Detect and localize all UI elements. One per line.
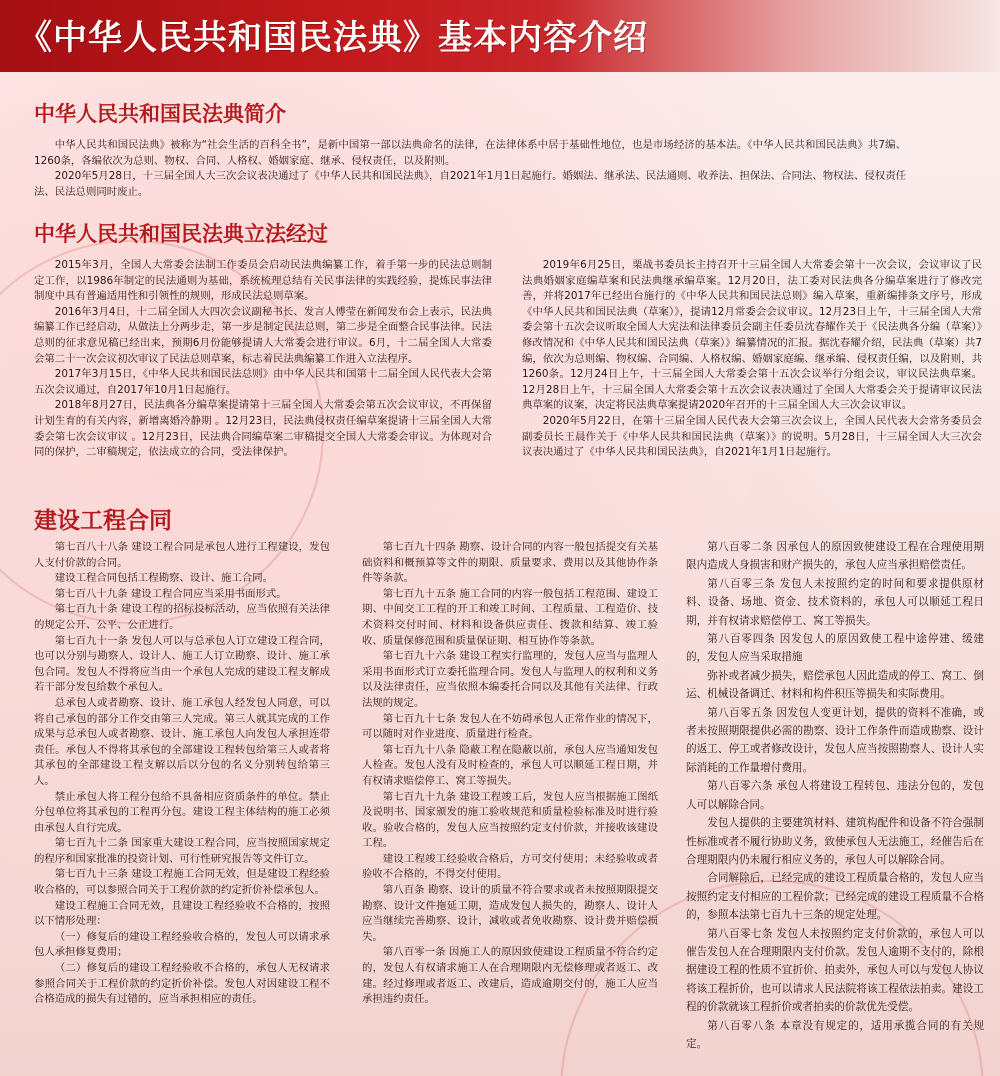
article-paragraph: 第七百八十九条 建设工程合同应当采用书面形式。: [54, 587, 287, 600]
contract-column-1: [34, 540, 330, 1008]
article-paragraph: 建设工程合同包括工程勘察、设计、施工合同。: [54, 572, 273, 585]
article-paragraph: （二）修复后的建设工程经验收不合格的，承包人无权请求参照合同关于工程价款的约定折价补偿。发包人对因建设工程不合格造成的损失有过错的，应当承担相应的责任。: [34, 962, 330, 1006]
process-paragraph: 2017年3月15日，《中华人民共和国民法总则》由中华人民共和国第十二届全国人民代表大会第五次会议通过，自2017年10月1日起施行。: [34, 368, 492, 396]
article-paragraph: 第八百零五条 因发包人变更计划，提供的资料不准确，或者未按照期限提供必需的勘察、设计工作条件而造成勘察、设计的返工、停工或者修改设计，发包人应当按照勘察人、设计人实际消耗的工作量增付费用。: [686, 706, 984, 774]
article-paragraph: 第七百九十二条 国家重大建设工程合同，应当按照国家规定的程序和国家批准的投资计划、可行性研究报告等文件订立。: [34, 837, 330, 865]
article-paragraph: 建设工程竣工经验收合格后，方可交付使用；未经验收或者验收不合格的，不得交付使用。: [362, 852, 658, 881]
article-paragraph: 第八百零六条 承包人将建设工程转包、违法分包的，发包人可以解除合同。: [686, 780, 984, 811]
contract-heading: 建设工程合同: [34, 508, 172, 534]
process-paragraph: 2019年6月25日，栗战书委员长主持召开十三届全国人大常委会第十一次会议，会议审议了民法典婚姻家庭编草案和民法典继承编草案。12月20日，法工委对民法典各分编草案进行了修改完善，并将2017年已经出台施行的《中华人民共和国民法总则》编入草案，重新编排条文序号，形成《中华人民共和国民法典（草案）》，提请12月常委会会议审议。12月23日上午，十三届全国人大常委会第十五次会议听取全国人大宪法和法律委员会副主任委员沈春耀作关于《民法典各分编（草案）》修改情况和《中华人民共和国民法典（草案）》编纂情况的汇报。据沈春耀介绍，民法典（草案）共7编，依次为总则编、物权编、合同编、人格权编、婚姻家庭编、继承编、侵权责任编，以及附则，共1260条。12月24日上午，十三届全国人大常委会第十五次会议举行分组会议，审议民法典草案。12月28日上午，十三届全国人大常委会第十五次会议表决通过了全国人大常委会关于提请审议民法典草案的议案，决定将民法典草案提请2020年召开的十三届全国人大三次会议审议。: [522, 259, 982, 412]
process-paragraph: 2016年3月4日，十二届全国人大四次会议副秘书长、发言人傅莹在新闻发布会上表示，民法典编纂工作已经启动，从做法上分两步走，第一步是制定民法总则，第二步是全面整合民事法律。民法总则的征求意见稿已经出来，预期6月份能够提请人大常委会进行审议。6月，十二届全国人大常委会第二十一次会议初次审议了民法总则草案，标志着民法典编纂工作进入立法程序。: [34, 305, 492, 365]
article-paragraph: 第七百九十八条 隐蔽工程在隐蔽以前，承包人应当通知发包人检查。发包人没有及时检查的，承包人可以顺延工程日期，并有权请求赔偿停工、窝工等损失。: [362, 743, 658, 787]
article-paragraph: 第七百九十九条 建设工程竣工后，发包人应当根据施工图纸及说明书、国家颁发的施工验收规范和质量检验标准及时进行验收。验收合格的，发包人应当按照约定支付价款，并接收该建设工程。: [362, 790, 658, 850]
article-paragraph: 第七百九十四条 勘察、设计合同的内容一般包括提交有关基础资料和概预算等文件的期限、质量要求、费用以及其他协作条件等条款。: [362, 541, 658, 585]
intro-heading: 中华人民共和国民法典简介: [34, 102, 286, 126]
article-paragraph: 第七百九十六条 建设工程实行监理的，发包人应当与监理人采用书面形式订立委托监理合同。发包人与监理人的权利和义务以及法律责任，应当依照本编委托合同以及其他有关法律、行政法规的规定。: [362, 650, 658, 709]
article-paragraph: 第七百九十五条 施工合同的内容一般包括工程范围、建设工期、中间交工工程的开工和竣工时间、工程质量、工程造价、技术资料交付时间、材料和设备供应责任、拨款和结算、竣工验收、质量保修范围和质量保证期、相互协作等条款。: [362, 587, 658, 647]
article-paragraph: 发包人提供的主要建筑材料、建筑构配件和设备不符合强制性标准或者不履行协助义务，致使承包人无法施工，经催告后在合理期限内仍未履行相应义务的，承包人可以解除合同。: [686, 817, 984, 866]
process-right-column: [522, 258, 982, 461]
process-paragraph: 2020年5月22日，在第十三届全国人民代表大会第三次会议上，全国人民代表大会常务委员会副委员长王晨作关于《中华人民共和国民法典（草案）》的说明。5月28日，十三届全国人大三次会议表决通过了《中华人民共和国民法典》，自2021年1月1日起施行。: [522, 414, 982, 459]
process-heading: 中华人民共和国民法典立法经过: [34, 222, 328, 246]
article-paragraph: 第七百九十三条 建设工程施工合同无效，但是建设工程经验收合格的，可以参照合同关于工程价款的约定折价补偿承包人。: [34, 868, 330, 897]
article-paragraph: 第八百零四条 因发包人的原因致使工程中途停建、缓建的，发包人应当采取措施: [686, 633, 984, 664]
article-paragraph: （一）修复后的建设工程经验收合格的，发包人可以请求承包人承担修复费用；: [34, 930, 330, 959]
article-paragraph: 总承包人或者勘察、设计、施工承包人经发包人同意，可以将自己承包的部分工作交由第三人完成。第三人就其完成的工作成果与总承包人或者勘察、设计、施工承包人向发包人承担连带责任。承包人不得将其承包的全部建设工程转包给第三人或者将其承包的全部建设工程支解以后以分包的名义分别转包给第三人。: [34, 696, 330, 787]
article-paragraph: 第八百零二条 因承包人的原因致使建设工程在合理使用期限内造成人身损害和财产损失的，承包人应当承担赔偿责任。: [686, 541, 984, 572]
article-paragraph: 第七百八十八条 建设工程合同是承包人进行工程建设，发包人支付价款的合同。: [34, 541, 330, 569]
contract-column-3: [686, 538, 984, 1053]
title-banner: [0, 0, 1000, 72]
article-paragraph: 第七百九十条 建设工程的招标投标活动，应当依照有关法律的规定公开、公平、公正进行。: [34, 603, 330, 631]
article-paragraph: 禁止承包人将工程分包给不具备相应资质条件的单位。禁止分包单位将其承包的工程再分包。建设工程主体结构的施工必须由承包人自行完成。: [34, 790, 330, 834]
article-paragraph: 弥补或者减少损失，赔偿承包人因此造成的停工、窝工、倒运、机械设备调迁、材料和构件积压等损失和实际费用。: [686, 669, 984, 701]
article-paragraph: 第八百条 勘察、设计的质量不符合要求或者未按照期限提交勘察、设计文件拖延工期，造成发包人损失的，勘察人、设计人应当继续完善勘察、设计，减收或者免收勘察、设计费并赔偿损失。: [362, 884, 658, 943]
article-paragraph: 建设工程施工合同无效，且建设工程经验收不合格的，按照以下情形处理：: [34, 899, 330, 928]
article-paragraph: 第八百零八条 本章没有规定的，适用承揽合同的有关规定。: [686, 1019, 984, 1050]
article-paragraph: 第八百零一条 因施工人的原因致使建设工程质量不符合约定的，发包人有权请求施工人在合理期限内无偿修理或者返工、改建。经过修理或者返工、改建后，造成逾期交付的，施工人应当承担违约责任。: [362, 946, 658, 1006]
article-paragraph: 第七百九十一条 发包人可以与总承包人订立建设工程合同，也可以分别与勘察人、设计人、施工人订立勘察、设计、施工承包合同。发包人不得将应当由一个承包人完成的建设工程支解成若干部分发包给数个承包人。: [34, 634, 330, 694]
article-paragraph: 合同解除后，已经完成的建设工程质量合格的，发包人应当按照约定支付相应的工程价款；已经完成的建设工程质量不合格的，参照本法第七百九十三条的规定处理。: [686, 872, 984, 922]
banner-title: 《中华人民共和国民法典》基本内容介绍: [18, 18, 648, 58]
article-paragraph: 第八百零七条 发包人未按照约定支付价款的，承包人可以催告发包人在合理期限内支付价款。发包人逾期不支付的，除根据建设工程的性质不宜折价、拍卖外，承包人可以与发包人协议将该工程折价，也可以请求人民法院将该工程依法拍卖。建设工程的价款就该工程折价或者拍卖的价款优先受偿。: [686, 927, 984, 1014]
intro-text: [34, 138, 906, 200]
process-paragraph: 2018年8月27日，民法典各分编草案提请第十三届全国人大常委会第五次会议审议，不再保留计划生育的有关内容，新增离婚冷静期 。12月23日，民法典侵权责任编草案提请十三届全国人大常委会第七次会议审议 。12月23日，民法典合同编草案二审稿提交全国人大常委会审议。为体现对合同的保护，二审稿规定，依法成立的合同，受法律保护。: [34, 399, 492, 459]
intro-paragraph: 2020年5月28日，十三届全国人大三次会议表决通过了《中华人民共和国民法典》，自2021年1月1日起施行。婚姻法、继承法、民法通则、收养法、担保法、合同法、物权法、侵权责任法、民法总则同时废止。: [34, 170, 906, 198]
process-left-column: [34, 258, 492, 461]
article-paragraph: 第七百九十七条 发包人在不妨碍承包人正常作业的情况下，可以随时对作业进度、质量进行检查。: [362, 712, 658, 741]
contract-column-2: [362, 540, 658, 1008]
article-paragraph: 第八百零三条 发包人未按照约定的时间和要求提供原材料、设备、场地、资金、技术资料的，承包人可以顺延工程日期，并有权请求赔偿停工、窝工等损失。: [686, 577, 984, 627]
process-paragraph: 2015年3月，全国人大常委会法制工作委员会启动民法典编纂工作，着手第一步的民法总则制定工作，以1986年制定的民法通则为基础，系统梳理总结有关民事法律的实践经验，提炼民事法律制度中具有普遍适用性和引领性的规则，形成民法总则草案。: [34, 259, 492, 303]
intro-paragraph: 中华人民共和国民法典》被称为“社会生活的百科全书”，是新中国第一部以法典命名的法律，在法律体系中居于基础性地位，也是市场经济的基本法。《中华人民共和国民法典》共7编、1260条，各编依次为总则、物权、合同、人格权、婚姻家庭、继承、侵权责任，以及附则。: [34, 139, 906, 167]
